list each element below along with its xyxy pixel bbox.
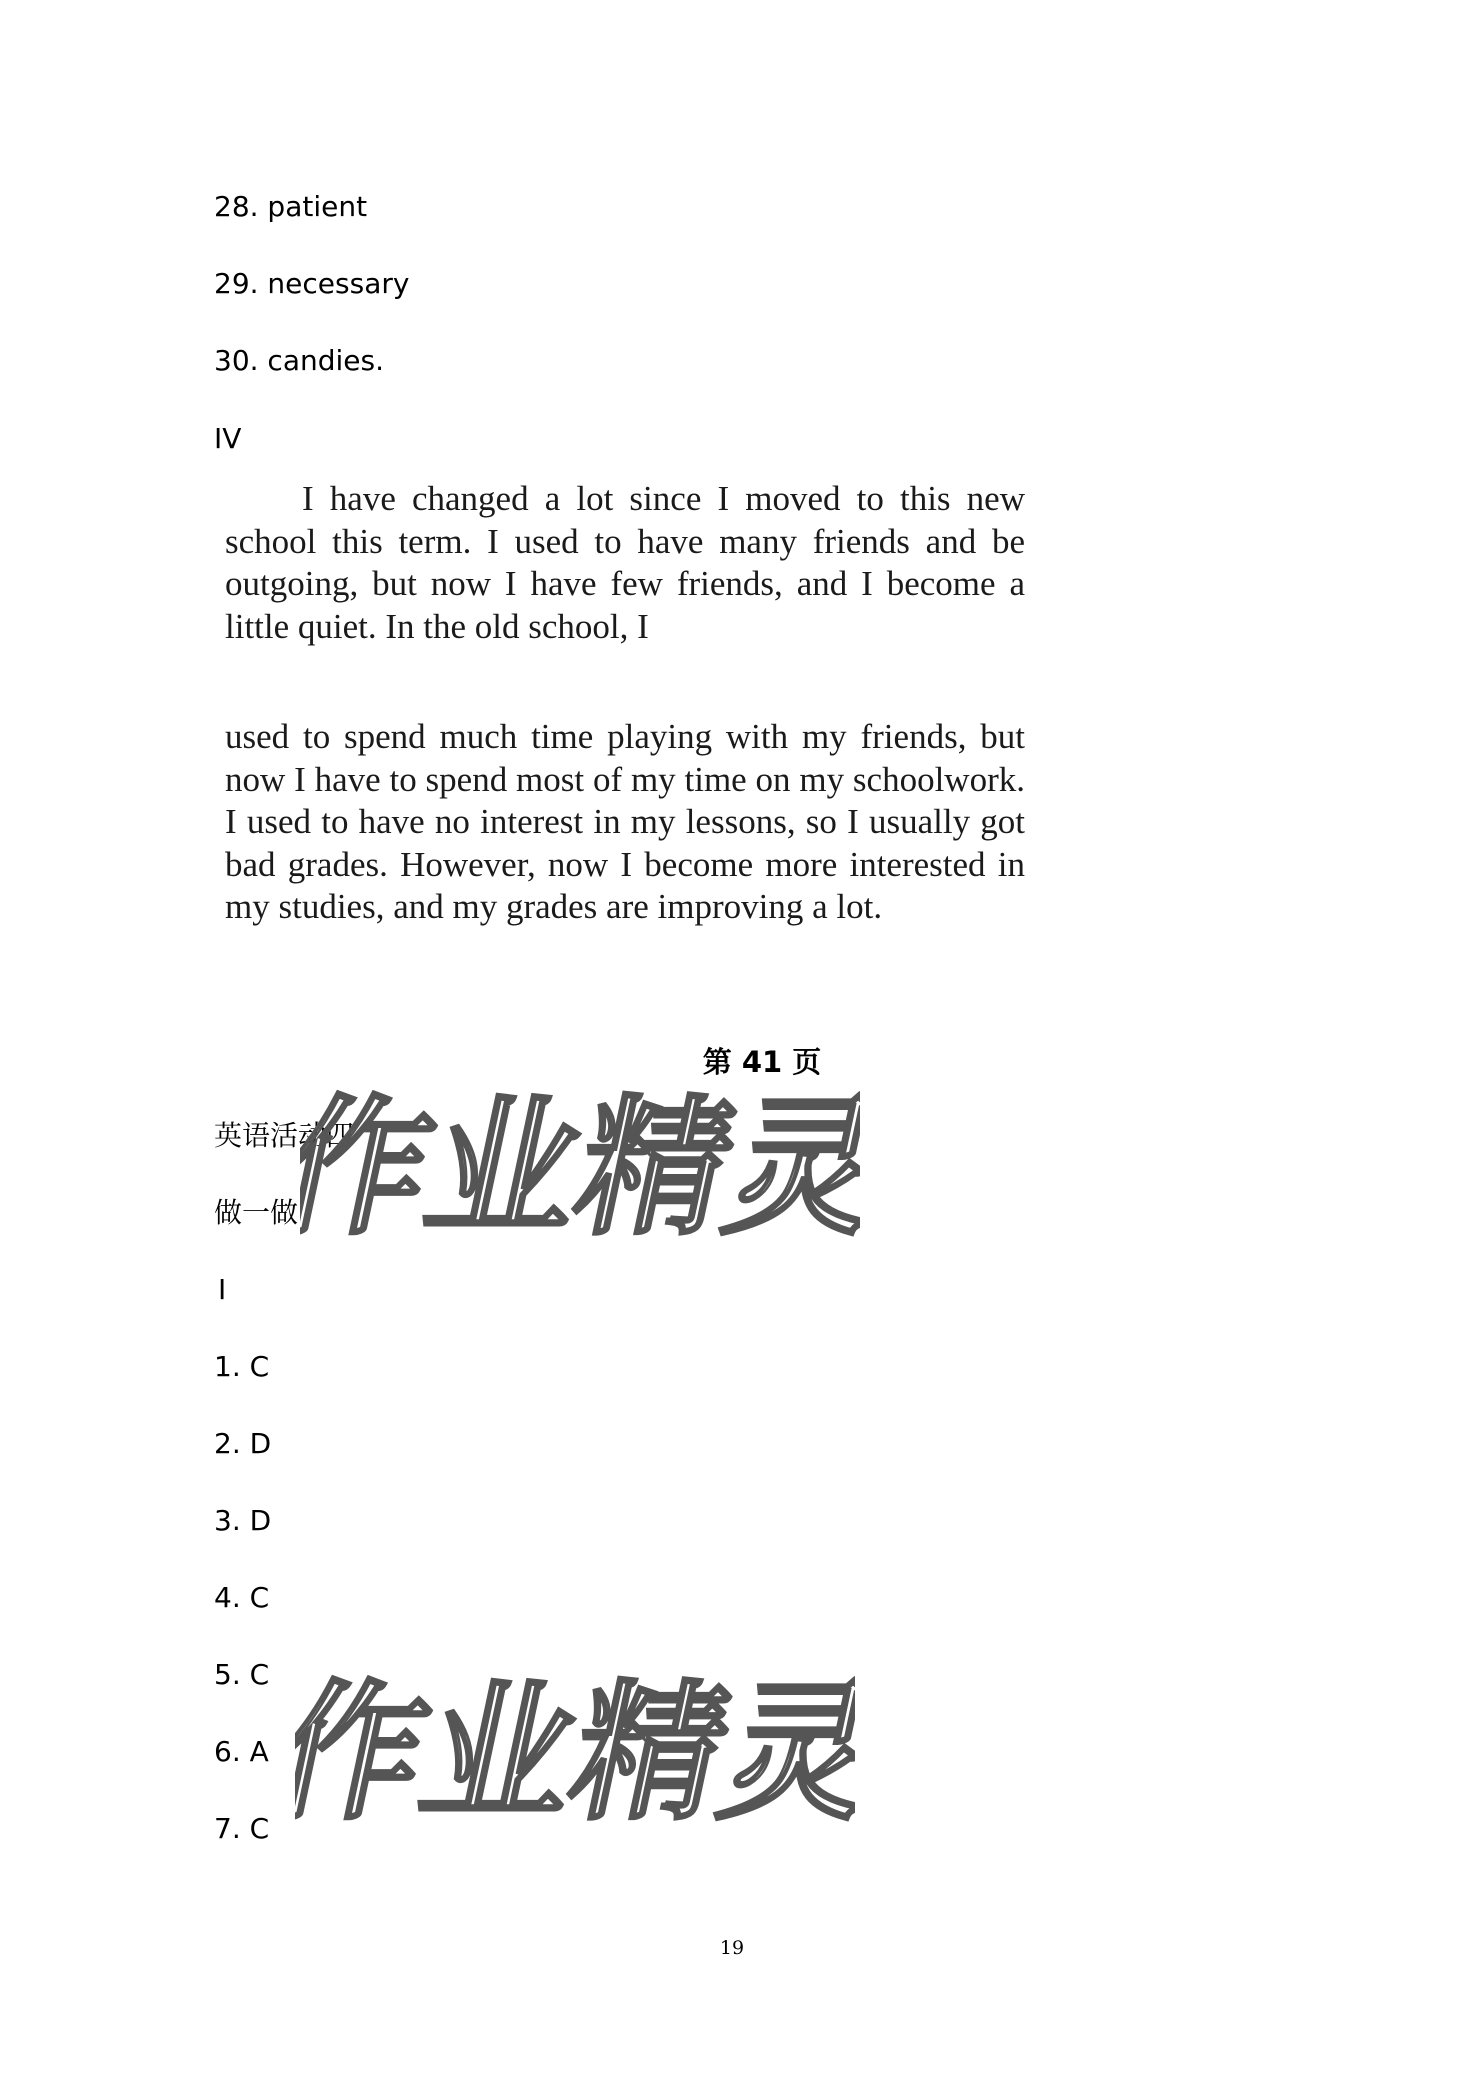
page-number: 19 [719, 1937, 745, 1959]
answer-29: 29. necessary [214, 267, 410, 300]
answer-1: 1. C [214, 1350, 270, 1383]
passage-paragraph-1: I have changed a lot since I moved to this new school this term. I used to have many friends and be outgoing, but now I have few friends, and I become a little quiet. In the old school, I [225, 479, 1025, 646]
activity-title: 英语活动四 [214, 1119, 355, 1152]
page-heading: 第 41 页 [702, 1045, 822, 1079]
answer-3: 3. D [214, 1504, 272, 1537]
watermark-text: 作业精灵 [300, 1080, 860, 1255]
answer-2: 2. D [214, 1427, 272, 1460]
section-i-label: Ⅰ [218, 1273, 227, 1306]
passage-scan-paragraph-2 [225, 716, 1025, 929]
answer-28: 28. patient [214, 190, 368, 223]
section-iv-label: IV [214, 422, 242, 455]
watermark-logo [300, 1075, 860, 1259]
answer-4: 4. C [214, 1581, 270, 1614]
passage-paragraph-2: used to spend much time playing with my friends, but now I have to spend most of my time on my schoolwork. I used to have no interest in my lessons, so I usually got bad grades. However, now I become more interested in my studies, and my grades are improving a lot. [225, 717, 1025, 926]
watermark-logo [295, 1660, 855, 1844]
watermark-text: 作业精灵 [295, 1665, 855, 1840]
answer-30: 30. candies. [214, 344, 384, 377]
activity-subtitle: 做一做 [214, 1196, 299, 1229]
answer-5: 5. C [214, 1658, 270, 1691]
answer-6: 6. A [214, 1735, 269, 1768]
answer-7: 7. C [214, 1812, 270, 1845]
passage-scan-paragraph-1 [225, 478, 1025, 648]
